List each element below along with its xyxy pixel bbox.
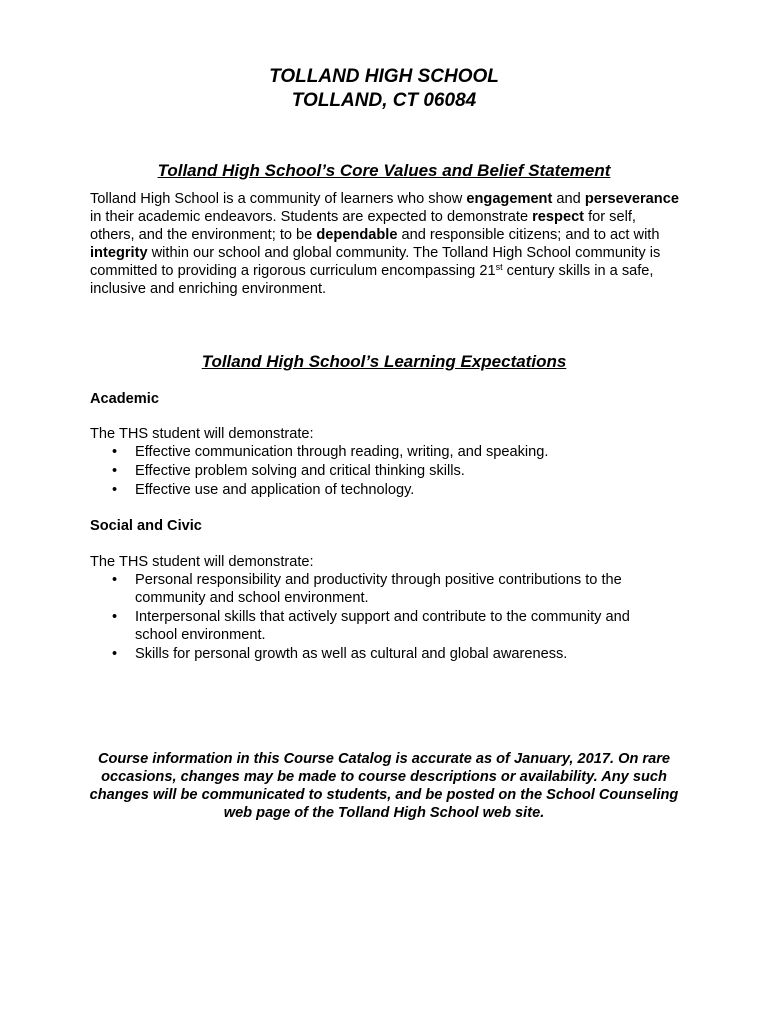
bullet-icon: • [112, 572, 118, 588]
core-text-4: for self, others, and the environment; to be [90, 209, 636, 243]
core-text-6: within our school and global community. The Tolland High School community is committed to providing a rigorous curriculum encompassing 21 [90, 245, 661, 279]
core-values-title: Tolland High School’s Core Values and Belief Statement [157, 161, 611, 180]
list-item [90, 608, 670, 644]
core-text-2: and [552, 191, 585, 207]
bullet-icon: • [112, 609, 118, 625]
learning-expectations-title: Tolland High School’s Learning Expectations [201, 352, 567, 371]
list-item [90, 462, 670, 480]
list-item-text: Personal responsibility and productivity through positive contributions to the community and school environment. [135, 572, 622, 606]
core-text-7: century skills in a safe, inclusive and enriching environment. [90, 263, 654, 297]
core-text-5: and responsible citizens; and to act with [397, 227, 660, 243]
core-text-3: in their academic endeavors. Students are expected to demonstrate [90, 209, 533, 225]
list-item [90, 645, 670, 663]
ordinal-suffix: st [495, 262, 503, 272]
bullet-icon: • [112, 482, 118, 498]
core-keyword-dependable: dependable [316, 227, 398, 243]
list-item-text: Effective use and application of technology. [135, 482, 415, 498]
core-keyword-integrity: integrity [90, 245, 148, 261]
core-keyword-engagement: engagement [466, 191, 553, 207]
school-address: TOLLAND, CT 06084 [291, 90, 477, 111]
core-values-paragraph [90, 190, 680, 298]
academic-heading: Academic [90, 391, 159, 407]
bullet-icon: • [112, 444, 118, 460]
core-keyword-respect: respect [532, 209, 585, 225]
social-civic-heading: Social and Civic [90, 518, 202, 534]
catalog-accuracy-note: Course information in this Course Catalog is accurate as of January, 2017. On rare occasions, changes may be made to course descriptions or availability. Any such changes will be communicated to students, and be posted on the School Counseling web page of the Tolland High School web site. [89, 751, 679, 821]
list-item [90, 443, 670, 461]
list-item-text: Effective problem solving and critical thinking skills. [135, 463, 465, 479]
list-item-text: Skills for personal growth as well as cultural and global awareness. [135, 646, 568, 662]
core-keyword-perseverance: perseverance [584, 191, 679, 207]
list-item-text: Interpersonal skills that actively support and contribute to the community and school environment. [135, 609, 630, 643]
bullet-icon: • [112, 646, 118, 662]
list-item-text: Effective communication through reading, writing, and speaking. [135, 444, 549, 460]
academic-intro: The THS student will demonstrate: [90, 426, 314, 442]
academic-list [90, 443, 670, 500]
bullet-icon: • [112, 463, 118, 479]
social-civic-list [90, 571, 670, 664]
social-civic-intro: The THS student will demonstrate: [90, 554, 314, 570]
school-name: TOLLAND HIGH SCHOOL [269, 66, 499, 87]
core-text-1: Tolland High School is a community of learners who show [90, 191, 467, 207]
list-item [90, 481, 670, 499]
list-item [90, 571, 670, 607]
